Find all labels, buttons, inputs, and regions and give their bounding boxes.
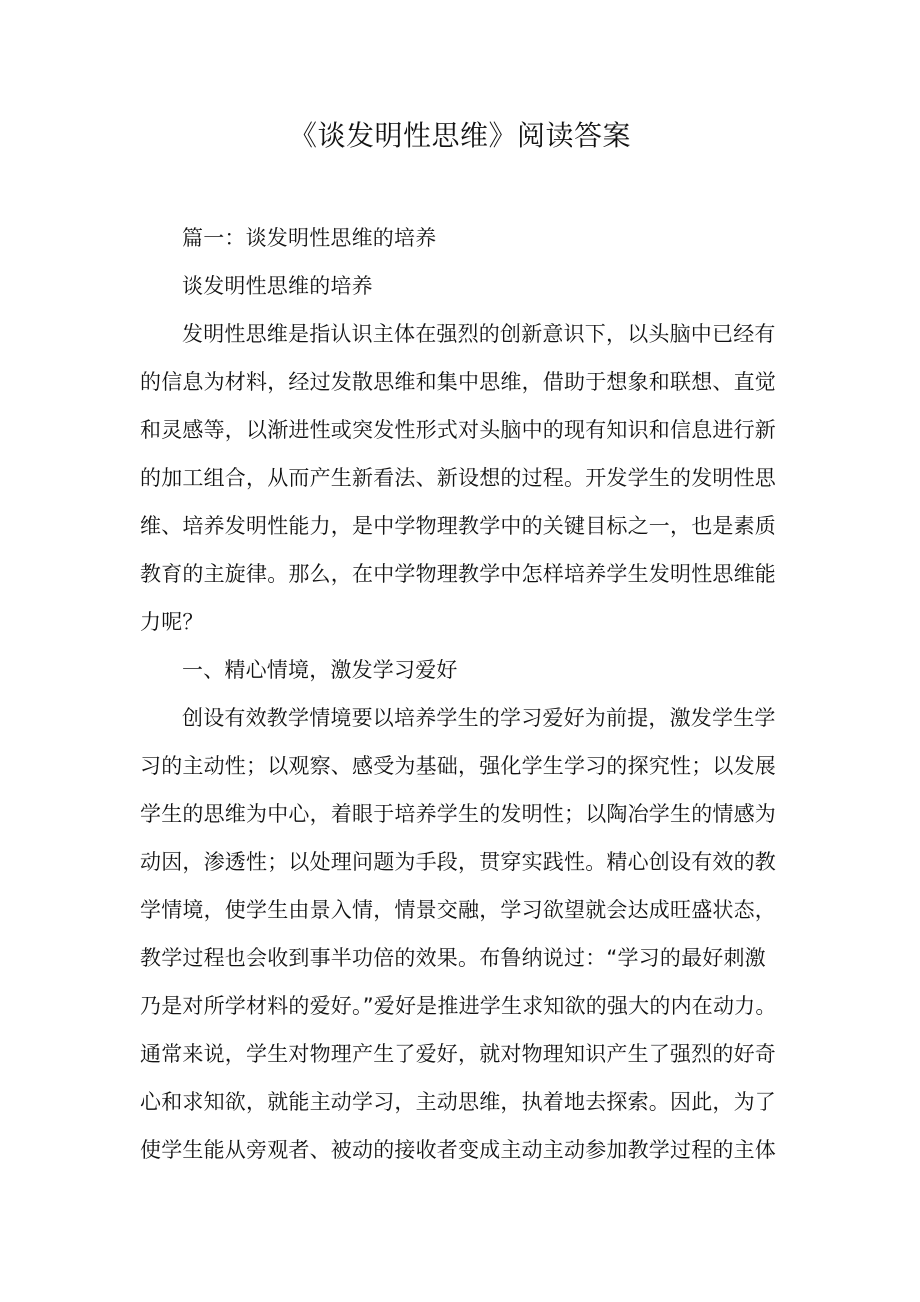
text-line: 维、培养发明性能力，是中学物理教学中的关键目标之一，也是素质 <box>140 514 776 538</box>
text-line: 发明性思维是指认识主体在强烈的创新意识下，以头脑中已经有 <box>182 322 776 346</box>
text-line: 篇一：谈发明性思维的培养 <box>182 226 437 250</box>
document-title: 《谈发明性思维》阅读答案 <box>288 119 631 152</box>
text-line: 使学生能从旁观者、被动的接收者变成主动主动参加教学过程的主体 <box>140 1138 776 1162</box>
text-line: 教学过程也会收到事半功倍的效果。布鲁纳说过：“学习的最好刺激 <box>140 946 766 970</box>
text-line: 和灵感等，以渐进性或突发性形式对头脑中的现有知识和信息进行新 <box>140 418 776 442</box>
text-line: 通常来说，学生对物理产生了爱好，就对物理知识产生了强烈的好奇 <box>140 1042 776 1066</box>
text-line: 学情境，使学生由景入情，情景交融，学习欲望就会达成旺盛状态， <box>140 898 776 922</box>
text-line: 心和求知欲，就能主动学习，主动思维，执着地去探索。因此，为了 <box>140 1090 776 1114</box>
document-body <box>140 214 796 1174</box>
text-line: 习的主动性；以观察、感受为基础，强化学生学习的探究性；以发展 <box>140 754 776 778</box>
text-line: 力呢？ <box>140 610 204 634</box>
text-line: 教育的主旋律。那么，在中学物理教学中怎样培养学生发明性思维能 <box>140 562 776 586</box>
text-line: 动因，渗透性；以处理问题为手段，贯穿实践性。精心创设有效的教 <box>140 850 776 874</box>
text-line: 创设有效教学情境要以培养学生的学习爱好为前提，激发学生学 <box>182 706 776 730</box>
text-line: 一、精心情境，激发学习爱好 <box>182 658 458 682</box>
text-line: 谈发明性思维的培养 <box>182 274 373 298</box>
text-line: 学生的思维为中心，着眼于培养学生的发明性；以陶冶学生的情感为 <box>140 802 776 826</box>
text-line: 的加工组合，从而产生新看法、新设想的过程。开发学生的发明性思 <box>140 466 776 490</box>
text-line: 乃是对所学材料的爱好。”爱好是推进学生求知欲的强大的内在动力。 <box>140 994 777 1018</box>
text-line: 的信息为材料，经过发散思维和集中思维，借助于想象和联想、直觉 <box>140 370 776 394</box>
